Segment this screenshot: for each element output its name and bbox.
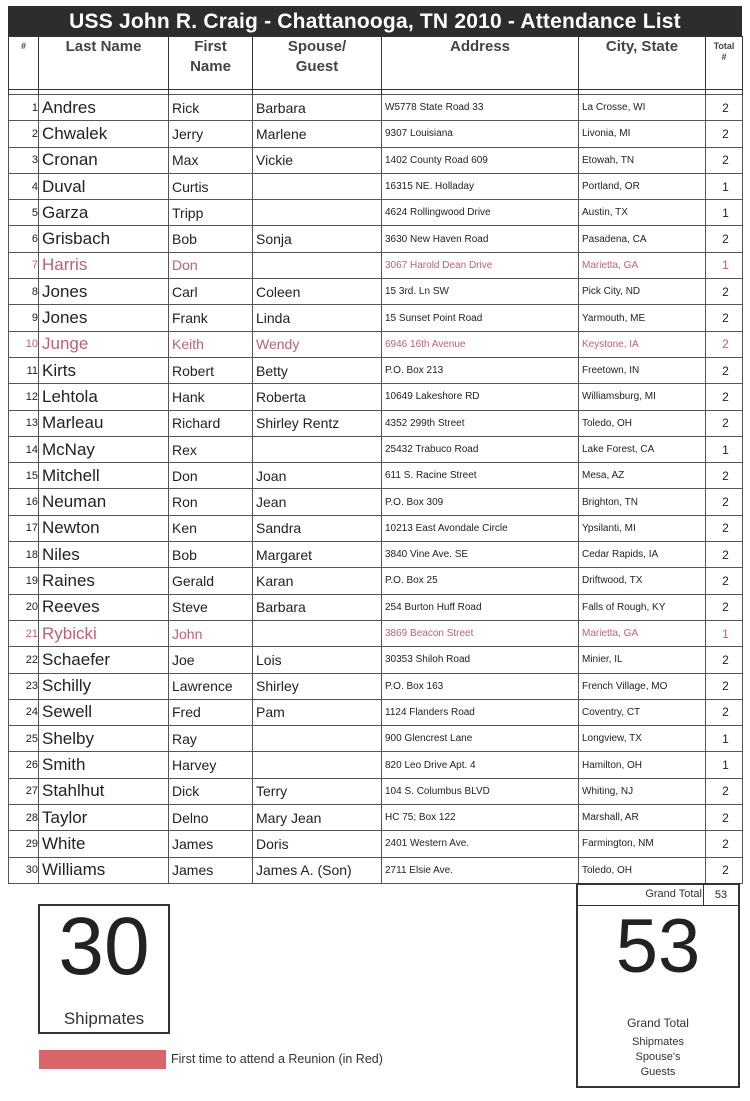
total-count: 2 bbox=[706, 95, 743, 121]
header-last-name: Last Name bbox=[39, 37, 169, 90]
address: 9307 Louisiana bbox=[382, 121, 579, 147]
total-count: 2 bbox=[706, 279, 743, 305]
row-number: 7 bbox=[9, 252, 39, 278]
city-state: Austin, TX bbox=[579, 200, 706, 226]
address: 15 Sunset Point Road bbox=[382, 305, 579, 331]
spouse-guest bbox=[253, 173, 382, 199]
total-count: 2 bbox=[706, 857, 743, 883]
city-state: Hamilton, OH bbox=[579, 752, 706, 778]
address: 820 Leo Drive Apt. 4 bbox=[382, 752, 579, 778]
total-count: 2 bbox=[706, 805, 743, 831]
address: 4352 299th Street bbox=[382, 410, 579, 436]
spouse-guest: Jean bbox=[253, 489, 382, 515]
total-count: 1 bbox=[706, 726, 743, 752]
row-number: 16 bbox=[9, 489, 39, 515]
last-name: Harris bbox=[39, 252, 169, 278]
last-name: Jones bbox=[39, 279, 169, 305]
first-name: Ray bbox=[169, 726, 253, 752]
row-number: 9 bbox=[9, 305, 39, 331]
city-state: Pasadena, CA bbox=[579, 226, 706, 252]
grand-total-sub-guests: Guests bbox=[640, 1066, 676, 1078]
total-count: 2 bbox=[706, 778, 743, 804]
shipmates-box bbox=[38, 901, 170, 1034]
last-name: Grisbach bbox=[39, 226, 169, 252]
first-name: Gerald bbox=[169, 568, 253, 594]
last-name: Smith bbox=[39, 752, 169, 778]
address: 3869 Beacon Street bbox=[382, 620, 579, 646]
table-row bbox=[9, 805, 743, 831]
city-state: Portland, OR bbox=[579, 173, 706, 199]
total-count: 1 bbox=[706, 200, 743, 226]
address: 16315 NE. Holladay bbox=[382, 173, 579, 199]
row-number: 30 bbox=[9, 857, 39, 883]
address: 3630 New Haven Road bbox=[382, 226, 579, 252]
row-number: 11 bbox=[9, 357, 39, 383]
last-name: Raines bbox=[39, 568, 169, 594]
last-name: Niles bbox=[39, 542, 169, 568]
total-count: 2 bbox=[706, 331, 743, 357]
city-state: Williamsburg, MI bbox=[579, 384, 706, 410]
table-row bbox=[9, 252, 743, 278]
table-row bbox=[9, 410, 743, 436]
spouse-guest: Doris bbox=[253, 831, 382, 857]
table-row bbox=[9, 279, 743, 305]
first-name: Rex bbox=[169, 436, 253, 462]
spouse-guest: Terry bbox=[253, 778, 382, 804]
first-name: Curtis bbox=[169, 173, 253, 199]
city-state: Longview, TX bbox=[579, 726, 706, 752]
last-name: Duval bbox=[39, 173, 169, 199]
spouse-guest: Joan bbox=[253, 463, 382, 489]
row-number: 3 bbox=[9, 147, 39, 173]
first-name: Lawrence bbox=[169, 673, 253, 699]
address: 30353 Shiloh Road bbox=[382, 647, 579, 673]
row-number: 27 bbox=[9, 778, 39, 804]
row-number: 5 bbox=[9, 200, 39, 226]
first-name: Don bbox=[169, 463, 253, 489]
table-row bbox=[9, 200, 743, 226]
grand-total-caption: Grand Total bbox=[627, 1016, 689, 1030]
first-name: Robert bbox=[169, 357, 253, 383]
spouse-guest: Lois bbox=[253, 647, 382, 673]
total-count: 2 bbox=[706, 147, 743, 173]
header-total-line1: Total bbox=[713, 41, 735, 51]
city-state: Yarmouth, ME bbox=[579, 305, 706, 331]
first-name: Steve bbox=[169, 594, 253, 620]
last-name: Sewell bbox=[39, 699, 169, 725]
table-row bbox=[9, 436, 743, 462]
table-row bbox=[9, 831, 743, 857]
first-name: Fred bbox=[169, 699, 253, 725]
header-address: Address bbox=[382, 37, 579, 90]
table-row bbox=[9, 463, 743, 489]
last-name: Reeves bbox=[39, 594, 169, 620]
last-name: White bbox=[39, 831, 169, 857]
spouse-guest: Betty bbox=[253, 357, 382, 383]
last-name: Junge bbox=[39, 331, 169, 357]
last-name: Taylor bbox=[39, 805, 169, 831]
spouse-guest: Margaret bbox=[253, 542, 382, 568]
first-name: Delno bbox=[169, 805, 253, 831]
table-row bbox=[9, 594, 743, 620]
spouse-guest bbox=[253, 620, 382, 646]
table-row bbox=[9, 752, 743, 778]
grand-total-sub-shipmates: Shipmates bbox=[632, 1036, 684, 1048]
legend-swatch bbox=[39, 1050, 166, 1069]
city-state: Toledo, OH bbox=[579, 410, 706, 436]
spouse-guest bbox=[253, 436, 382, 462]
last-name: Newton bbox=[39, 515, 169, 541]
address: 6946 16th Avenue bbox=[382, 331, 579, 357]
city-state: Etowah, TN bbox=[579, 147, 706, 173]
row-number: 18 bbox=[9, 542, 39, 568]
total-count: 2 bbox=[706, 463, 743, 489]
row-number: 19 bbox=[9, 568, 39, 594]
legend-text: First time to attend a Reunion (in Red) bbox=[171, 1052, 383, 1066]
address: 25432 Trabuco Road bbox=[382, 436, 579, 462]
first-name: John bbox=[169, 620, 253, 646]
address: W5778 State Road 33 bbox=[382, 95, 579, 121]
address: 3067 Harold Dean Drive bbox=[382, 252, 579, 278]
last-name: Stahlhut bbox=[39, 778, 169, 804]
city-state: Freetown, IN bbox=[579, 357, 706, 383]
address: 15 3rd. Ln SW bbox=[382, 279, 579, 305]
address: 104 S. Columbus BLVD bbox=[382, 778, 579, 804]
first-name: Joe bbox=[169, 647, 253, 673]
city-state: Brighton, TN bbox=[579, 489, 706, 515]
total-count: 1 bbox=[706, 436, 743, 462]
city-state: Marietta, GA bbox=[579, 620, 706, 646]
city-state: Lake Forest, CA bbox=[579, 436, 706, 462]
grand-total-label: Grand Total bbox=[645, 888, 702, 900]
spouse-guest: Wendy bbox=[253, 331, 382, 357]
header-total bbox=[706, 37, 743, 90]
spouse-guest: Coleen bbox=[253, 279, 382, 305]
address: 4624 Rollingwood Drive bbox=[382, 200, 579, 226]
row-number: 13 bbox=[9, 410, 39, 436]
address: 900 Glencrest Lane bbox=[382, 726, 579, 752]
city-state: Ypsilanti, MI bbox=[579, 515, 706, 541]
first-name: Tripp bbox=[169, 200, 253, 226]
city-state: Toledo, OH bbox=[579, 857, 706, 883]
city-state: French Village, MO bbox=[579, 673, 706, 699]
header-city-state: City, State bbox=[579, 37, 706, 90]
header-spouse-line2: Guest bbox=[295, 58, 339, 75]
address: 10213 East Avondale Circle bbox=[382, 515, 579, 541]
city-state: Mesa, AZ bbox=[579, 463, 706, 489]
first-name: Hank bbox=[169, 384, 253, 410]
row-number: 25 bbox=[9, 726, 39, 752]
city-state: La Crosse, WI bbox=[579, 95, 706, 121]
attendance-table bbox=[8, 36, 743, 884]
spouse-guest: Vickie bbox=[253, 147, 382, 173]
row-number: 21 bbox=[9, 620, 39, 646]
row-number: 22 bbox=[9, 647, 39, 673]
spouse-guest: Barbara bbox=[253, 95, 382, 121]
first-name: Frank bbox=[169, 305, 253, 331]
spouse-guest: Karan bbox=[253, 568, 382, 594]
row-number: 20 bbox=[9, 594, 39, 620]
first-name: Bob bbox=[169, 226, 253, 252]
table-row bbox=[9, 726, 743, 752]
table-row bbox=[9, 121, 743, 147]
spouse-guest: Linda bbox=[253, 305, 382, 331]
first-name: Dick bbox=[169, 778, 253, 804]
total-count: 1 bbox=[706, 620, 743, 646]
table-row bbox=[9, 173, 743, 199]
total-count: 1 bbox=[706, 173, 743, 199]
total-count: 2 bbox=[706, 384, 743, 410]
last-name: McNay bbox=[39, 436, 169, 462]
row-number: 28 bbox=[9, 805, 39, 831]
table-row bbox=[9, 778, 743, 804]
first-name: Richard bbox=[169, 410, 253, 436]
spouse-guest: Marlene bbox=[253, 121, 382, 147]
spouse-guest bbox=[253, 200, 382, 226]
spouse-guest: Sonja bbox=[253, 226, 382, 252]
total-count: 1 bbox=[706, 252, 743, 278]
last-name: Marleau bbox=[39, 410, 169, 436]
table-row bbox=[9, 305, 743, 331]
table-row bbox=[9, 568, 743, 594]
table-row bbox=[9, 226, 743, 252]
total-count: 2 bbox=[706, 699, 743, 725]
first-name: Max bbox=[169, 147, 253, 173]
spouse-guest: Shirley Rentz bbox=[253, 410, 382, 436]
row-number: 12 bbox=[9, 384, 39, 410]
last-name: Cronan bbox=[39, 147, 169, 173]
total-count: 2 bbox=[706, 594, 743, 620]
city-state: Minier, IL bbox=[579, 647, 706, 673]
first-name: Bob bbox=[169, 542, 253, 568]
header-first-name bbox=[169, 37, 253, 90]
city-state: Whiting, NJ bbox=[579, 778, 706, 804]
grand-total-box bbox=[576, 883, 740, 1088]
city-state: Falls of Rough, KY bbox=[579, 594, 706, 620]
grand-total-breakdown bbox=[578, 1035, 738, 1080]
last-name: Neuman bbox=[39, 489, 169, 515]
city-state: Marietta, GA bbox=[579, 252, 706, 278]
row-number: 8 bbox=[9, 279, 39, 305]
table-row bbox=[9, 384, 743, 410]
row-number: 26 bbox=[9, 752, 39, 778]
total-count: 2 bbox=[706, 121, 743, 147]
shipmates-count: 30 bbox=[58, 901, 150, 992]
address: 1402 County Road 609 bbox=[382, 147, 579, 173]
address: HC 75; Box 122 bbox=[382, 805, 579, 831]
row-number: 24 bbox=[9, 699, 39, 725]
city-state: Marshall, AR bbox=[579, 805, 706, 831]
spouse-guest bbox=[253, 726, 382, 752]
spouse-guest: Pam bbox=[253, 699, 382, 725]
first-name: Rick bbox=[169, 95, 253, 121]
address: P.O. Box 213 bbox=[382, 357, 579, 383]
city-state: Pick City, ND bbox=[579, 279, 706, 305]
grand-total-sub-spouses: Spouse's bbox=[635, 1051, 681, 1063]
table-row bbox=[9, 331, 743, 357]
header-number: # bbox=[9, 37, 39, 90]
last-name: Shelby bbox=[39, 726, 169, 752]
table-header-row bbox=[9, 37, 743, 90]
page-title: USS John R. Craig - Chattanooga, TN 2010 - Attendance List bbox=[8, 6, 742, 36]
spouse-guest: James A. (Son) bbox=[253, 857, 382, 883]
row-number: 2 bbox=[9, 121, 39, 147]
city-state: Livonia, MI bbox=[579, 121, 706, 147]
address: 611 S. Racine Street bbox=[382, 463, 579, 489]
row-number: 14 bbox=[9, 436, 39, 462]
header-total-line2: # bbox=[721, 52, 727, 62]
spouse-guest: Shirley bbox=[253, 673, 382, 699]
table-row bbox=[9, 95, 743, 121]
table-row bbox=[9, 147, 743, 173]
total-count: 2 bbox=[706, 673, 743, 699]
last-name: Andres bbox=[39, 95, 169, 121]
city-state: Coventry, CT bbox=[579, 699, 706, 725]
address: P.O. Box 163 bbox=[382, 673, 579, 699]
row-number: 17 bbox=[9, 515, 39, 541]
total-count: 2 bbox=[706, 568, 743, 594]
spouse-guest: Barbara bbox=[253, 594, 382, 620]
grand-total-count: 53 bbox=[615, 904, 701, 989]
row-number: 10 bbox=[9, 331, 39, 357]
total-count: 2 bbox=[706, 410, 743, 436]
header-spouse-guest bbox=[253, 37, 382, 90]
table-row bbox=[9, 857, 743, 883]
row-number: 4 bbox=[9, 173, 39, 199]
city-state: Driftwood, TX bbox=[579, 568, 706, 594]
table-row bbox=[9, 489, 743, 515]
address: 2401 Western Ave. bbox=[382, 831, 579, 857]
table-body bbox=[9, 90, 743, 884]
total-count: 2 bbox=[706, 305, 743, 331]
last-name: Chwalek bbox=[39, 121, 169, 147]
spouse-guest bbox=[253, 252, 382, 278]
address: 254 Burton Huff Road bbox=[382, 594, 579, 620]
header-first-line2: Name bbox=[190, 58, 231, 75]
total-count: 2 bbox=[706, 542, 743, 568]
total-count: 2 bbox=[706, 647, 743, 673]
address: 1124 Flanders Road bbox=[382, 699, 579, 725]
last-name: Williams bbox=[39, 857, 169, 883]
first-name: Carl bbox=[169, 279, 253, 305]
table-row bbox=[9, 542, 743, 568]
row-number: 23 bbox=[9, 673, 39, 699]
first-name: Don bbox=[169, 252, 253, 278]
address: P.O. Box 309 bbox=[382, 489, 579, 515]
grand-total-value: 53 bbox=[703, 885, 738, 905]
total-count: 2 bbox=[706, 515, 743, 541]
last-name: Jones bbox=[39, 305, 169, 331]
table-row bbox=[9, 515, 743, 541]
first-name: Keith bbox=[169, 331, 253, 357]
last-name: Garza bbox=[39, 200, 169, 226]
first-name: James bbox=[169, 857, 253, 883]
last-name: Lehtola bbox=[39, 384, 169, 410]
table-row bbox=[9, 673, 743, 699]
last-name: Rybicki bbox=[39, 620, 169, 646]
spouse-guest bbox=[253, 752, 382, 778]
table-row bbox=[9, 647, 743, 673]
last-name: Schilly bbox=[39, 673, 169, 699]
address: 3840 Vine Ave. SE bbox=[382, 542, 579, 568]
first-name: Ron bbox=[169, 489, 253, 515]
last-name: Schaefer bbox=[39, 647, 169, 673]
row-number: 29 bbox=[9, 831, 39, 857]
total-count: 2 bbox=[706, 226, 743, 252]
first-name: James bbox=[169, 831, 253, 857]
spouse-guest: Roberta bbox=[253, 384, 382, 410]
first-name: Harvey bbox=[169, 752, 253, 778]
table-row bbox=[9, 620, 743, 646]
row-number: 1 bbox=[9, 95, 39, 121]
city-state: Cedar Rapids, IA bbox=[579, 542, 706, 568]
header-first-line1: First bbox=[194, 38, 227, 55]
city-state: Keystone, IA bbox=[579, 331, 706, 357]
first-name: Ken bbox=[169, 515, 253, 541]
shipmates-label: Shipmates bbox=[63, 1009, 145, 1028]
last-name: Mitchell bbox=[39, 463, 169, 489]
address: 2711 Elsie Ave. bbox=[382, 857, 579, 883]
header-spouse-line1: Spouse/ bbox=[287, 38, 347, 55]
row-number: 15 bbox=[9, 463, 39, 489]
spouse-guest: Sandra bbox=[253, 515, 382, 541]
city-state: Farmington, NM bbox=[579, 831, 706, 857]
total-count: 2 bbox=[706, 357, 743, 383]
address: 10649 Lakeshore RD bbox=[382, 384, 579, 410]
total-count: 1 bbox=[706, 752, 743, 778]
last-name: Kirts bbox=[39, 357, 169, 383]
address: P.O. Box 25 bbox=[382, 568, 579, 594]
row-number: 6 bbox=[9, 226, 39, 252]
total-count: 2 bbox=[706, 831, 743, 857]
first-name: Jerry bbox=[169, 121, 253, 147]
spouse-guest: Mary Jean bbox=[253, 805, 382, 831]
total-count: 2 bbox=[706, 489, 743, 515]
table-row bbox=[9, 699, 743, 725]
table-row bbox=[9, 357, 743, 383]
